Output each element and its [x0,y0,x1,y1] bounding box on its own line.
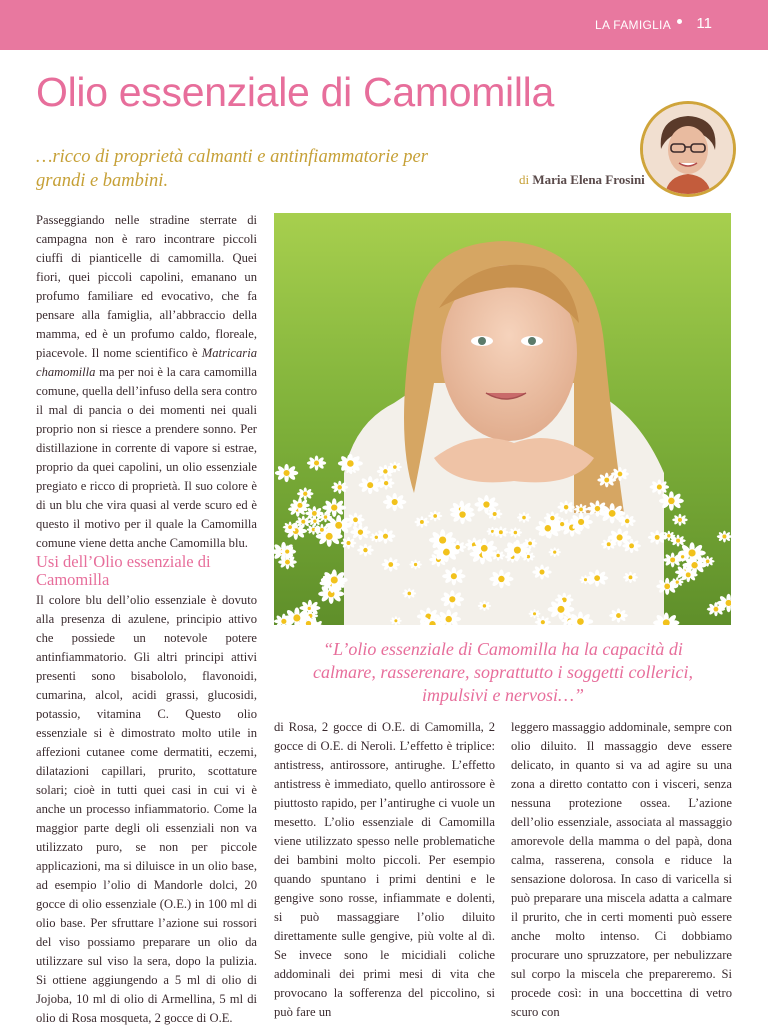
body-column-2 [274,718,495,1022]
page-number: 11 [696,15,712,32]
byline-prefix: di [519,172,529,187]
body-text-2: di Rosa, 2 gocce di O.E. di Camomilla, 2 gocce di O.E. di Neroli. L’effetto è triplice: antistress, antirossore, antirughe. L’effetto antistress è immediato, quello antirossore è piuttosto rapido, per l’antirughe ci vuole un mesetto. L’olio essenziale di Camomilla viene utilizzato spesso nelle problematiche dei bambini molto piccoli. Per esempio quando spuntano i primi dentini e le gengive sono rosse, infiammate e dolenti, si può massaggiare l’olio diluito direttamente sulle gengive, più volte al dì. Se invece sono le micidiali coliche addominali dei primi mesi di vita che provocano la sofferenza del piccolino, si può fare un [274,718,495,1022]
body-column-1 [36,591,257,1028]
intro-column [36,211,257,553]
body-text-3: leggero massaggio addominale, sempre con olio diluito. Il massaggio deve essere delicato, in quanto si va ad agire su una zona a diretto contatto con i visceri, senza nessuna protezione ossea. L’azione dell’olio essenziale, associata al massaggio amorevole della mamma o del papà, dona calma, rasserena, consola e riduce la sensazione dolorosa. In caso di varicella si può preparare una miscela adatta a calmare il prurito, che in certi momenti può essere anche molto intenso. Ci dobbiamo procurare uno spruzzatore, per nebulizzare sul corpo la miscela che prepareremo. Si procede così: in una boccettina di vetro scuro con [511,718,732,1022]
header-bar [0,0,768,50]
separator-dot [677,19,682,24]
section-heading: Usi dell’Olio essenziale di Camomilla [36,553,257,589]
pull-quote: “L’olio essenziale di Camomilla ha la capacità di calmare, rasserenare, soprattutto i soggetti collerici, impulsivi e nervosi…” [290,638,716,707]
body-column-3 [511,718,732,1022]
intro-text-cont: ma per noi è la cara camomilla comune, quella dell’infuso della sera contro il mal di pancia o dei momenti nei quali proprio non si riesce a prendere sonno. Per distillazione in corrente di vapore si estrae, proprio da quei capolini, un olio essenziale pregiato e ricco di proprietà. Il suo colore è di un blu che vira quasi al verde scuro ed è questo il motivo per il quale la Camomilla comune viene detta anche Camomilla blu. [36,365,257,550]
section-label: LA FAMIGLIA [595,18,671,32]
article-title: Olio essenziale di Camomilla [36,69,554,116]
article-subtitle: …ricco di proprietà calmanti e antinfiammatorie per grandi e bambini. [36,145,476,193]
author-photo [640,101,736,197]
author-name: Maria Elena Frosini [532,172,644,187]
intro-text: Passeggiando nelle stradine sterrate di campagna non è raro incontrare piccoli ciuffi di pianticelle di camomilla. Quei fiori, quei piccoli capolini, emanano un profumo familiare ed evocativo, che fa pensare alla famiglia, all’abbraccio della mamma, ed è un profumo caldo, floreale, piacevole. Il nome scientifico è [36,213,257,360]
scientific-name: Matricaria chamomilla [36,346,257,379]
byline [519,172,645,188]
body-text-1: Il colore blu dell’olio essenziale è dovuto alla presenza di azulene, principio attivo che possiede un notevole potere antinfiammatorio. Gli altri principi attivi presenti sono bisabololo, flavonoidi, cumarina, alcol, acidi grassi, glucosidi, potassio, vitamina C. Questo olio essenziale si è dimostrato molto utile in affezioni cutanee come dermatiti, eczemi, dilatazioni capillari, prurito, scottature solari; cioè in tutti quei casi in cui vi è anche un processo infiammatorio. Come la maggior parte degli oli essenziali non va utilizzato puro, se non per piccole applicazioni, ma si diluisce in un olio base, ad esempio l’olio di Mandorle dolci, 20 gocce di olio essenziale (O.E.) in 100 ml di olio base. Per sfruttare l’azione sui rossori del viso possiamo preparare un olio da utilizzare sul viso la sera, dopo la pulizia. Si ottiene aggiungendo a 5 ml di olio di Jojoba, 10 ml di olio di Armellina, 5 ml di olio di Rosa mosqueta, 2 gocce di O.E. [36,591,257,1028]
hero-photo [274,213,731,625]
